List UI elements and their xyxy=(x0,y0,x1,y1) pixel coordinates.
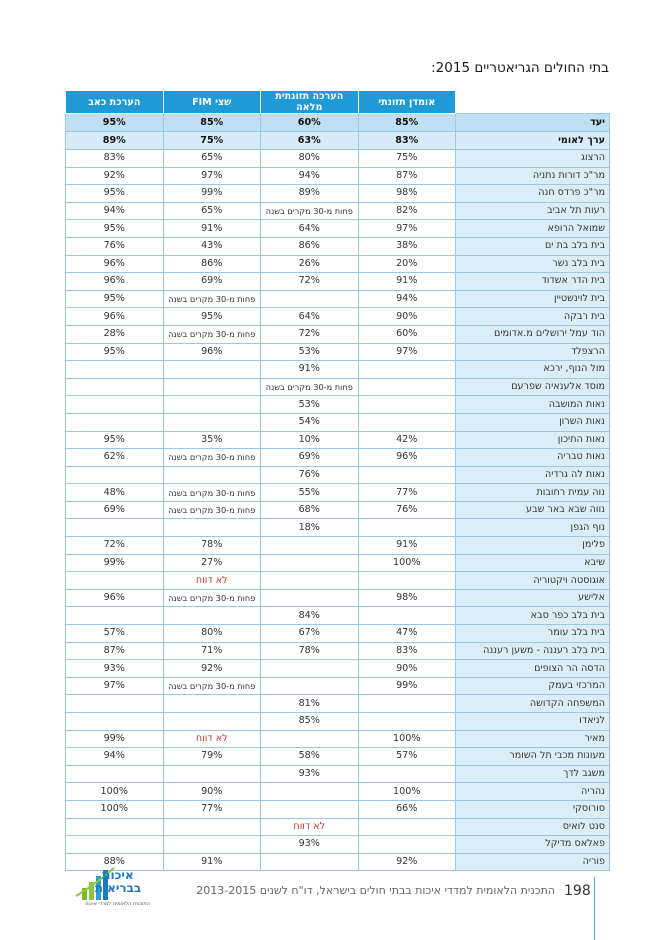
hospital-name-cell: בית הדר אשדוד xyxy=(456,273,610,291)
metric-cell: 91% xyxy=(261,361,359,379)
table-row xyxy=(66,589,610,607)
metric-cell: 48% xyxy=(66,484,164,502)
metric-cell: פחות מ-30 מקרים בשנה xyxy=(163,501,261,519)
metric-cell: 92% xyxy=(163,660,261,678)
hospital-name-cell: בית בלב עומר xyxy=(456,625,610,643)
table-row xyxy=(66,642,610,660)
metric-cell: 88% xyxy=(66,853,164,871)
metric-cell: 75% xyxy=(358,150,456,168)
header-nutritional-estimate: אומדן תזונתי xyxy=(358,91,456,114)
metric-cell xyxy=(261,660,359,678)
hospital-name-cell: סנט לואיס xyxy=(456,818,610,836)
hospital-name-cell: נווה שבא באר שבע xyxy=(456,501,610,519)
hospital-name-cell: מר"כ פרדס חנה xyxy=(456,185,610,203)
table-row xyxy=(66,713,610,731)
metric-cell: 63% xyxy=(261,132,359,150)
metric-cell: 83% xyxy=(66,150,164,168)
header-full-nutritional-assessment: הערכה תזונתית מלאה xyxy=(261,91,359,114)
metric-cell xyxy=(66,836,164,854)
metric-cell: 94% xyxy=(66,748,164,766)
metric-cell: 91% xyxy=(358,273,456,291)
table-row xyxy=(66,501,610,519)
metric-cell xyxy=(261,589,359,607)
metric-cell: 86% xyxy=(261,237,359,255)
table-row xyxy=(66,378,610,396)
metric-cell: 75% xyxy=(163,132,261,150)
metric-cell: 97% xyxy=(163,167,261,185)
table-header-row xyxy=(66,91,610,114)
metric-cell: 84% xyxy=(261,607,359,625)
metric-cell xyxy=(66,572,164,590)
metric-cell: 100% xyxy=(358,730,456,748)
metric-cell: 96% xyxy=(163,343,261,361)
metric-cell: 92% xyxy=(358,853,456,871)
metric-cell xyxy=(66,818,164,836)
metric-cell xyxy=(66,378,164,396)
metric-cell: 68% xyxy=(261,501,359,519)
metric-cell: 71% xyxy=(163,642,261,660)
metric-cell: 90% xyxy=(163,783,261,801)
metric-cell: 43% xyxy=(163,237,261,255)
table-row xyxy=(66,765,610,783)
hospital-name-cell: בית בלב נשר xyxy=(456,255,610,273)
table-row xyxy=(66,607,610,625)
table-row xyxy=(66,484,610,502)
metric-cell: 95% xyxy=(163,308,261,326)
metric-cell xyxy=(66,695,164,713)
metric-cell: 95% xyxy=(66,185,164,203)
metric-cell xyxy=(358,361,456,379)
metric-cell: 65% xyxy=(163,150,261,168)
metric-cell xyxy=(163,361,261,379)
metric-cell: 38% xyxy=(358,237,456,255)
metric-cell xyxy=(261,572,359,590)
metric-cell xyxy=(66,765,164,783)
metric-cell: 66% xyxy=(358,800,456,818)
metric-cell: 78% xyxy=(163,537,261,555)
metric-cell: 76% xyxy=(66,237,164,255)
metric-cell: 97% xyxy=(358,220,456,238)
table-body xyxy=(66,114,610,871)
metric-cell xyxy=(163,695,261,713)
metric-cell xyxy=(163,519,261,537)
metric-cell: פחות מ-30 מקרים בשנה xyxy=(163,290,261,308)
metric-cell: 53% xyxy=(261,396,359,414)
table-row xyxy=(66,449,610,467)
metric-cell xyxy=(261,730,359,748)
metric-cell: 85% xyxy=(358,114,456,132)
metric-cell xyxy=(66,361,164,379)
metric-cell xyxy=(163,836,261,854)
metric-cell xyxy=(66,466,164,484)
metric-cell: פחות מ-30 מקרים בשנה xyxy=(261,202,359,220)
metric-cell: 93% xyxy=(261,836,359,854)
metric-cell xyxy=(163,396,261,414)
table-row xyxy=(66,325,610,343)
metric-cell: 77% xyxy=(358,484,456,502)
metric-cell: 91% xyxy=(163,220,261,238)
hospital-name-cell: נהריה xyxy=(456,783,610,801)
hospital-name-cell: הדסה הר הצופים xyxy=(456,660,610,678)
table-row xyxy=(66,237,610,255)
metric-cell xyxy=(163,413,261,431)
metric-cell: פחות מ-30 מקרים בשנה xyxy=(163,449,261,467)
metric-cell: 54% xyxy=(261,413,359,431)
metric-cell: 35% xyxy=(163,431,261,449)
table-row xyxy=(66,677,610,695)
table-row xyxy=(66,308,610,326)
table-row xyxy=(66,396,610,414)
hospital-name-cell: לניאדו xyxy=(456,713,610,731)
metric-cell: 96% xyxy=(66,255,164,273)
metric-cell: 98% xyxy=(358,589,456,607)
hospital-name-cell: נאות המושבה xyxy=(456,396,610,414)
metric-cell: 98% xyxy=(358,185,456,203)
table-row xyxy=(66,800,610,818)
metric-cell: 20% xyxy=(358,255,456,273)
metric-cell: 99% xyxy=(66,730,164,748)
metric-cell: 76% xyxy=(358,501,456,519)
hospital-name-cell: פוריה xyxy=(456,853,610,871)
metric-cell xyxy=(163,818,261,836)
metric-cell: 97% xyxy=(358,343,456,361)
table-row xyxy=(66,185,610,203)
metric-cell: פחות מ-30 מקרים בשנה xyxy=(163,589,261,607)
metric-cell xyxy=(261,853,359,871)
table-row-target xyxy=(66,114,610,132)
footer-text: התכנית הלאומית למדדי איכות בבתי חולים בישראל, דו"ח לשנים 2013-2015 xyxy=(196,884,555,897)
metric-cell: 99% xyxy=(358,677,456,695)
metric-cell: 90% xyxy=(358,660,456,678)
hospital-name-cell: שמואל הרופא xyxy=(456,220,610,238)
table-row xyxy=(66,572,610,590)
metric-cell: 100% xyxy=(358,554,456,572)
metric-cell: 65% xyxy=(163,202,261,220)
hospital-name-cell: מוסד אלענאיה שפרעם xyxy=(456,378,610,396)
metric-cell: 87% xyxy=(358,167,456,185)
footer-divider xyxy=(594,877,595,940)
metric-cell: 100% xyxy=(66,800,164,818)
hospital-name-cell: בית רבקה xyxy=(456,308,610,326)
metric-cell: 94% xyxy=(358,290,456,308)
metric-cell: 42% xyxy=(358,431,456,449)
metric-cell: 28% xyxy=(66,325,164,343)
hospital-name-cell: בית לוינשטיין xyxy=(456,290,610,308)
table-row-national xyxy=(66,132,610,150)
metric-cell: 57% xyxy=(66,625,164,643)
metric-cell: 86% xyxy=(163,255,261,273)
metric-cell: לא דווח xyxy=(261,818,359,836)
metric-cell xyxy=(163,466,261,484)
header-fim: שצי FIM xyxy=(163,91,261,114)
hospital-name-cell: יעד xyxy=(456,114,610,132)
table-row xyxy=(66,431,610,449)
hospital-name-cell: נאות לה גרדיה xyxy=(456,466,610,484)
metric-cell xyxy=(358,396,456,414)
hospital-name-cell: נאות התיכון xyxy=(456,431,610,449)
hospital-name-cell: בית בלב בת ים xyxy=(456,237,610,255)
hospital-name-cell: רעות תל אביב xyxy=(456,202,610,220)
logo-word-1: איכות xyxy=(102,868,134,882)
metric-cell: לא דווח xyxy=(163,730,261,748)
table-row xyxy=(66,361,610,379)
metric-cell: 77% xyxy=(163,800,261,818)
metric-cell: 53% xyxy=(261,343,359,361)
metric-cell: 91% xyxy=(358,537,456,555)
metric-cell: 81% xyxy=(261,695,359,713)
metric-cell: 47% xyxy=(358,625,456,643)
metric-cell xyxy=(358,818,456,836)
metric-cell xyxy=(358,695,456,713)
hospital-name-cell: המשפחה הקדושה xyxy=(456,695,610,713)
metric-cell: 87% xyxy=(66,642,164,660)
hospital-name-cell: נוה עמית רחובות xyxy=(456,484,610,502)
metric-cell: פחות מ-30 מקרים בשנה xyxy=(163,325,261,343)
metric-cell xyxy=(358,466,456,484)
metric-cell: 85% xyxy=(163,114,261,132)
metric-cell: 69% xyxy=(163,273,261,291)
hospital-name-cell: המרכזי בעמק xyxy=(456,677,610,695)
metric-cell: פחות מ-30 מקרים בשנה xyxy=(261,378,359,396)
metric-cell: 27% xyxy=(163,554,261,572)
hospital-name-cell: סורוסקי xyxy=(456,800,610,818)
table-row xyxy=(66,273,610,291)
hospital-name-cell: משגב לדך xyxy=(456,765,610,783)
metric-cell xyxy=(163,378,261,396)
metric-cell: 100% xyxy=(66,783,164,801)
metric-cell xyxy=(163,765,261,783)
hospital-name-cell: נאות טבריה xyxy=(456,449,610,467)
metric-cell: 99% xyxy=(66,554,164,572)
metric-cell: 60% xyxy=(261,114,359,132)
metric-cell xyxy=(66,396,164,414)
metric-cell: 72% xyxy=(261,325,359,343)
hospital-name-cell: ערך לאומי xyxy=(456,132,610,150)
table-row xyxy=(66,537,610,555)
metric-cell: פחות מ-30 מקרים בשנה xyxy=(163,677,261,695)
hospital-name-cell: מר"כ דורות נתניה xyxy=(456,167,610,185)
metric-cell xyxy=(358,713,456,731)
metric-cell: 62% xyxy=(66,449,164,467)
hospital-name-cell: אוגוסטה ויקטוריה xyxy=(456,572,610,590)
hospital-name-cell: מול הנוף, ירכא xyxy=(456,361,610,379)
table-row xyxy=(66,220,610,238)
metric-cell: 95% xyxy=(66,220,164,238)
geriatric-hospitals-table xyxy=(65,90,609,871)
table-row xyxy=(66,290,610,308)
table-row xyxy=(66,202,610,220)
metric-cell: 96% xyxy=(358,449,456,467)
metric-cell xyxy=(261,554,359,572)
table-row xyxy=(66,343,610,361)
table-row xyxy=(66,554,610,572)
hospital-name-cell: פאלאס מדיקל xyxy=(456,836,610,854)
page-title: בתי החולים הגריאטריים 2015: xyxy=(431,60,609,76)
metric-cell xyxy=(358,572,456,590)
quality-in-health-logo xyxy=(72,866,152,912)
table-row xyxy=(66,466,610,484)
hospital-name-cell: בית בלב רעננה - משען רעננה xyxy=(456,642,610,660)
metric-cell xyxy=(261,537,359,555)
hospital-name-cell: הרצוג xyxy=(456,150,610,168)
metric-cell: 99% xyxy=(163,185,261,203)
table-row xyxy=(66,783,610,801)
page-number: 198 xyxy=(564,883,591,899)
metric-cell xyxy=(358,836,456,854)
table-row xyxy=(66,519,610,537)
table-row xyxy=(66,730,610,748)
hospital-name-cell: נוף הגפן xyxy=(456,519,610,537)
metric-cell xyxy=(358,765,456,783)
table-row xyxy=(66,695,610,713)
metric-cell: 97% xyxy=(66,677,164,695)
metric-cell: 92% xyxy=(66,167,164,185)
metric-cell: 82% xyxy=(358,202,456,220)
metric-cell: 80% xyxy=(163,625,261,643)
logo-tagline: התוכנית הלאומית למדדי איכות xyxy=(85,901,150,907)
metric-cell: 96% xyxy=(66,273,164,291)
metric-cell: 89% xyxy=(66,132,164,150)
header-hospital-column xyxy=(456,91,610,114)
metric-cell xyxy=(358,519,456,537)
table-row xyxy=(66,836,610,854)
metric-cell: 26% xyxy=(261,255,359,273)
metric-cell: 10% xyxy=(261,431,359,449)
metric-cell xyxy=(261,290,359,308)
metric-cell: 69% xyxy=(261,449,359,467)
metric-cell: 79% xyxy=(163,748,261,766)
metric-cell xyxy=(66,413,164,431)
metric-cell: 93% xyxy=(261,765,359,783)
metric-cell: 85% xyxy=(261,713,359,731)
metric-cell xyxy=(261,800,359,818)
hospital-name-cell: נאות השרון xyxy=(456,413,610,431)
metric-cell: 96% xyxy=(66,308,164,326)
metric-cell xyxy=(163,607,261,625)
metric-cell: 58% xyxy=(261,748,359,766)
table-row xyxy=(66,818,610,836)
metric-cell: 94% xyxy=(66,202,164,220)
metric-cell: 83% xyxy=(358,642,456,660)
table-row xyxy=(66,150,610,168)
hospital-name-cell: הוד עמל ירושלים מ.אדומים xyxy=(456,325,610,343)
metric-cell: 95% xyxy=(66,114,164,132)
hospital-name-cell: הרצפלד xyxy=(456,343,610,361)
metric-cell xyxy=(261,783,359,801)
metric-cell: 55% xyxy=(261,484,359,502)
metric-cell: 57% xyxy=(358,748,456,766)
metric-cell: 76% xyxy=(261,466,359,484)
table-row xyxy=(66,748,610,766)
hospital-name-cell: בית בלב כפר סבא xyxy=(456,607,610,625)
table-row xyxy=(66,660,610,678)
metric-cell: 78% xyxy=(261,642,359,660)
metric-cell: 91% xyxy=(163,853,261,871)
logo-word-2: בבריאות xyxy=(94,881,142,895)
hospital-name-cell: שיבא xyxy=(456,554,610,572)
table-row xyxy=(66,255,610,273)
metric-cell xyxy=(358,607,456,625)
metric-cell: 89% xyxy=(261,185,359,203)
table-row xyxy=(66,413,610,431)
metric-cell: 64% xyxy=(261,308,359,326)
metric-cell: 83% xyxy=(358,132,456,150)
metric-cell xyxy=(358,413,456,431)
metric-cell: 72% xyxy=(261,273,359,291)
metric-cell: 96% xyxy=(66,589,164,607)
metric-cell: פחות מ-30 מקרים בשנה xyxy=(163,484,261,502)
hospital-name-cell: מעונות מכבי תל השומר xyxy=(456,748,610,766)
metric-cell: 100% xyxy=(358,783,456,801)
metric-cell xyxy=(358,378,456,396)
metric-cell: 94% xyxy=(261,167,359,185)
metric-cell xyxy=(163,713,261,731)
metric-cell: 18% xyxy=(261,519,359,537)
metric-cell xyxy=(66,713,164,731)
metric-cell: לא דווח xyxy=(163,572,261,590)
metric-cell: 64% xyxy=(261,220,359,238)
metric-cell xyxy=(261,677,359,695)
header-pain-assessment: הערכת כאב xyxy=(66,91,164,114)
metric-cell xyxy=(66,519,164,537)
metric-cell: 90% xyxy=(358,308,456,326)
metric-cell: 95% xyxy=(66,290,164,308)
metric-cell: 72% xyxy=(66,537,164,555)
metric-cell: 69% xyxy=(66,501,164,519)
hospital-name-cell: אלישע xyxy=(456,589,610,607)
metric-cell: 60% xyxy=(358,325,456,343)
metric-cell: 93% xyxy=(66,660,164,678)
metric-cell: 95% xyxy=(66,431,164,449)
table-row xyxy=(66,167,610,185)
hospital-name-cell: מאיר xyxy=(456,730,610,748)
metric-cell: 80% xyxy=(261,150,359,168)
metric-cell: 67% xyxy=(261,625,359,643)
hospital-name-cell: פלימן xyxy=(456,537,610,555)
metric-cell xyxy=(66,607,164,625)
metric-cell: 95% xyxy=(66,343,164,361)
table-row xyxy=(66,625,610,643)
